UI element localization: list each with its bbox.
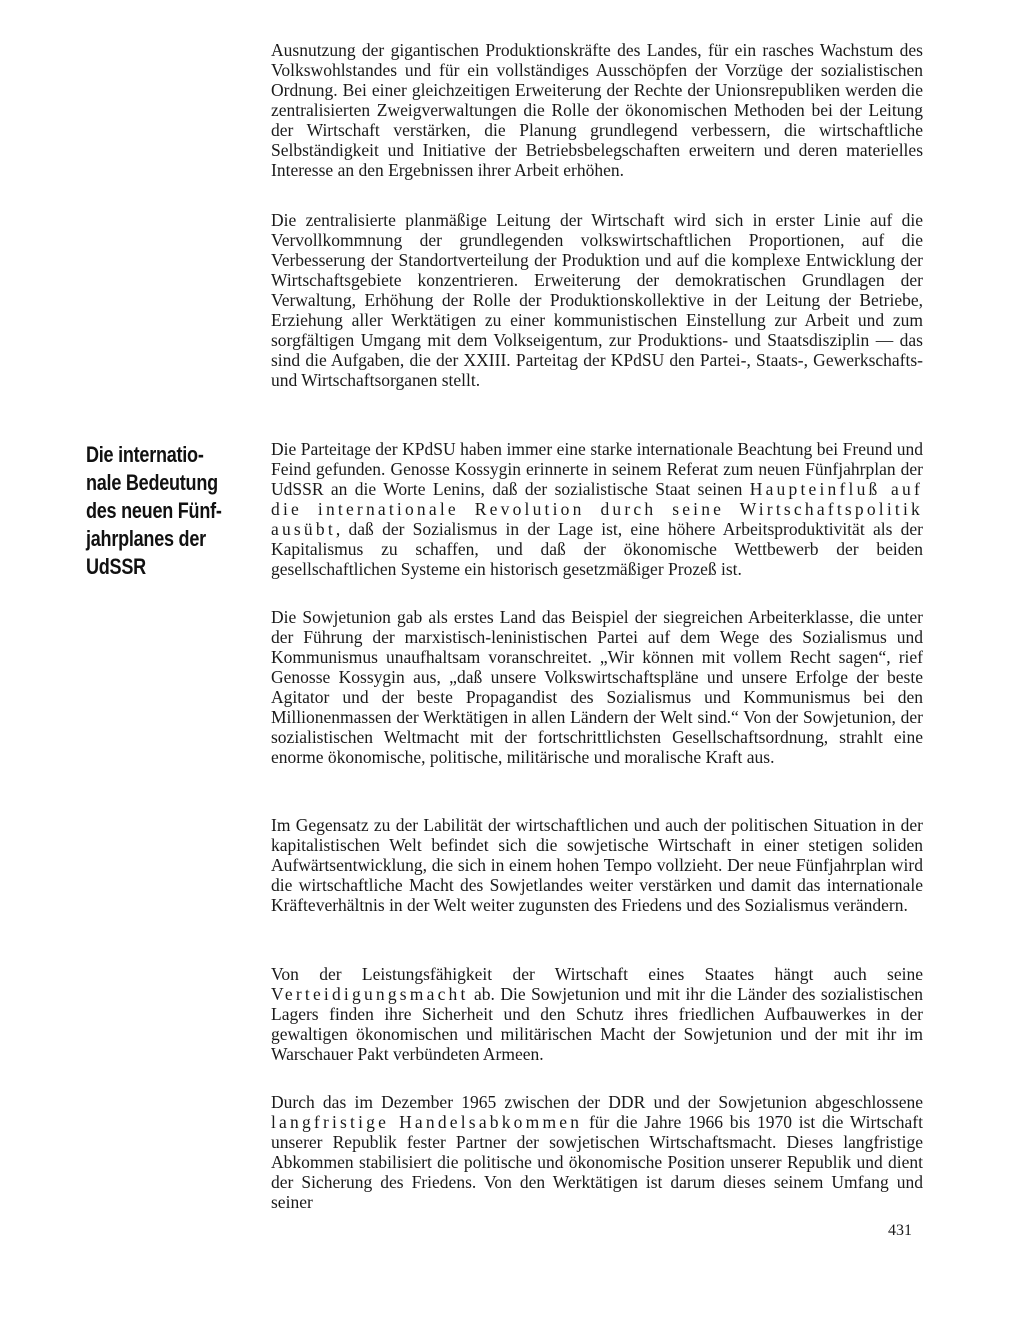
heading-line-5: UdSSR bbox=[86, 554, 146, 579]
paragraph-3-text-b: , daß der Sozialismus in der Lage ist, eine höhere Arbeitsproduktivität als der Kapitalismus zu schaffen, und daß der ökonomische Wettbewerb der beiden gesellschaftlichen Systeme ein historisch gesetzmäßiger Prozeß ist. bbox=[271, 519, 923, 579]
heading-line-1: Die internatio- bbox=[86, 442, 204, 467]
heading-line-4: jahrplanes der bbox=[86, 526, 206, 551]
paragraph-7-text-b: für die Jahre 1966 bis 1970 ist die Wirtschaft unserer Republik fester Partner der sowjetischen Wirtschaftsmacht. Dieses langfristige Abkommen stabilisiert die politische und ökonomische Position unserer Republik und dient der Sicherung des Friedens. Von den Werktätigen ist darum dieses seinem Umfang und seiner bbox=[271, 1112, 924, 1212]
paragraph-6-text-a: Von der Leistungsfähigkeit der Wirtschaft eines Staates hängt auch seine bbox=[271, 964, 923, 984]
paragraph-5: Im Gegensatz zu der Labilität der wirtschaftlichen und auch der politischen Situation in der kapitalistischen Welt befindet sich die sowjetische Wirtschaft in einer stetigen soliden Aufwärtsentwicklung, die sich in einem hohen Tempo vollzieht. Der neue Fünfjahrplan wird die wirtschaftliche Macht des Sowjetlandes weiter verstärken und damit das internationale Kräfteverhältnis in der Welt weiter zugunsten des Friedens und des Sozialismus verändern. bbox=[271, 815, 923, 915]
paragraph-7-text-a: Durch das im Dezember 1965 zwischen der DDR und der Sowjetunion abgeschlossene bbox=[271, 1092, 923, 1112]
paragraph-6-emphasis: Verteidigungsmacht bbox=[271, 984, 469, 1004]
paragraph-7 bbox=[271, 1092, 923, 1212]
heading-line-2: nale Bedeutung bbox=[86, 470, 218, 495]
paragraph-7-emphasis: langfristige Handelsabkommen bbox=[271, 1112, 583, 1132]
paragraph-6 bbox=[271, 964, 923, 1064]
heading-line-3: des neuen Fünf- bbox=[86, 498, 222, 523]
paragraph-6-text-b: ab. Die Sowjetunion und mit ihr die Länder des sozialistischen Lagers finden ihre Sicherheit und den Schutz ihres friedlichen Aufbauwerkes in der gewaltigen ökonomischen und militärischen Macht der Sowjetunion und der mit ihr im Warschauer Pakt verbündeten Armeen. bbox=[271, 984, 923, 1064]
paragraph-3 bbox=[271, 439, 923, 579]
page-number: 431 bbox=[888, 1222, 912, 1239]
paragraph-3-emphasis: Haupteinfluß auf die internationale Revolution durch seine Wirtschaftspolitik ausübt bbox=[271, 479, 923, 539]
paragraph-1: Ausnutzung der gigantischen Produktionskräfte des Landes, für ein rasches Wachstum des Volkswohlstandes und für ein vollständiges Ausschöpfen der Vorzüge der sozialistischen Ordnung. Bei einer gleichzeitigen Erweiterung der Rechte der Unionsrepubliken werden die zentralisierten Zweigverwaltungen die Rolle der ökonomischen Methoden bei der Leitung der Wirtschaft verstärken, die Planung grundlegend verbessern, die wirtschaftliche Selbständigkeit und Initiative der Betriebsbelegschaften erweitern und deren materielles Interesse an den Ergebnissen ihrer Arbeit erhöhen. bbox=[271, 40, 923, 180]
marginal-heading bbox=[86, 441, 256, 581]
paragraph-4: Die Sowjetunion gab als erstes Land das Beispiel der siegreichen Arbeiterklasse, die unter der Führung der marxistisch-leninistischen Partei auf dem Wege des Sozialismus und Kommunismus unaufhaltsam voranschreitet. „Wir können mit vollem Recht sagen“, rief Genosse Kossygin aus, „daß unsere Volkswirtschaftspläne und unsere Erfolge der beste Agitator und der beste Propagandist des Sozialismus und Kommunismus bei den Millionenmassen der Werktätigen in allen Ländern der Welt sind.“ Von der Sowjetunion, der sozialistischen Weltmacht mit der fortschrittlichsten Gesellschaftsordnung, strahlt eine enorme ökonomische, politische, militärische und moralische Kraft aus. bbox=[271, 607, 923, 767]
paragraph-3-text-a: Die Parteitage der KPdSU haben immer eine starke internationale Beachtung bei Freund und Feind gefunden. Genosse Kossygin erinnerte in seinem Referat zum neuen Fünfjahrplan der UdSSR an die Worte Lenins, daß der sozialistische Staat seinen bbox=[271, 439, 923, 499]
paragraph-2: Die zentralisierte planmäßige Leitung der Wirtschaft wird sich in erster Linie auf die Vervollkommnung der grundlegenden volkswirtschaftlichen Proportionen, auf die Verbesserung der Standortverteilung der Produktion und auf die komplexe Entwicklung der Wirtschaftsgebiete konzentrieren. Erweiterung der demokratischen Grundlagen der Verwaltung, Erhöhung der Rolle der Produktionskollektive in der Leitung der Betriebe, Erziehung aller Werktätigen zu einer kommunistischen Einstellung zur Arbeit und zum sorgfältigen Umgang mit dem Volkseigentum, zur Produktions- und Staatsdisziplin — das sind die Aufgaben, die der XXIII. Parteitag der KPdSU den Partei-, Staats-, Gewerkschafts- und Wirtschaftsorganen stellt. bbox=[271, 210, 923, 390]
